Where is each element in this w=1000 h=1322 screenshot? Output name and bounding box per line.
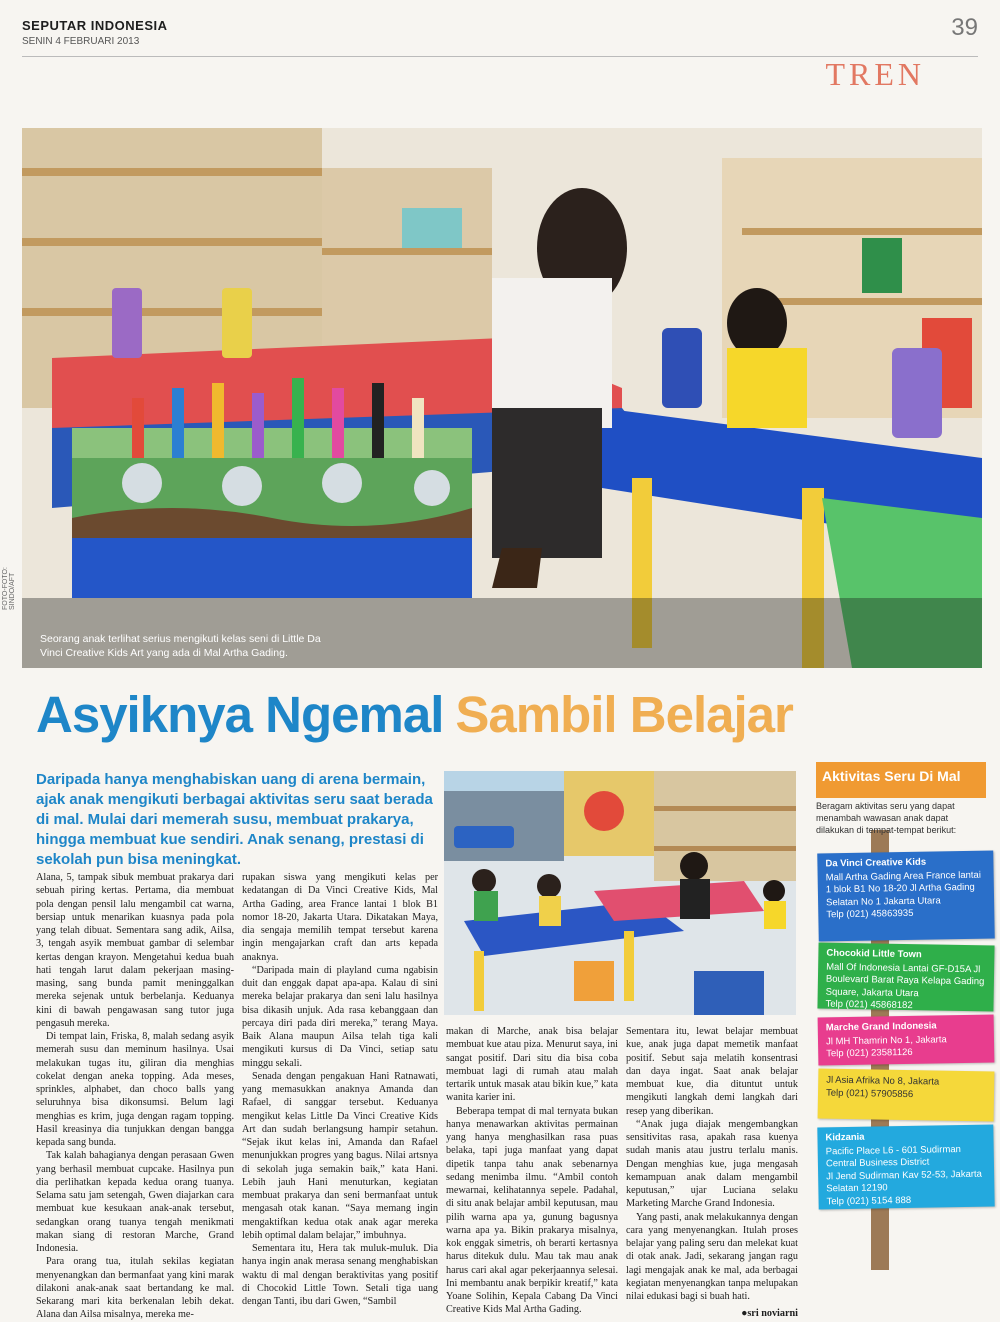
body-column-2 <box>242 871 438 1307</box>
paragraph: Beberapa tempat di mal ternyata bukan hanya menawarkan aktivitas permainan yang hanya menghasilkan rasa puas belaka, tapi juga manfaat yang dapat dipetik tanpa tahu anak sebenarnya sedang menimba ilmu. “Ambil contoh mewarnai, kelihatannya sepele. Padahal, di situ anak belajar ambil keputusan, mau pilih warna apa ya, gunung bagusnya warna apa ya. Bikin prakarya misalnya, kok enggak simetris, oh berarti kertasnya harus ditekuk dulu. Mau tak mau anak harus cari akal agar pekerjaannya selesai. Ini membantu anak berpikir kreatif,” kata Yoane Solihin, Kepala Cabang Da Vinci Creative Kids Mal Artha Gading. <box>446 1105 618 1316</box>
venue-phone: Telp (021) 5154 888 <box>826 1194 912 1207</box>
venue-address: Mall Of Indonesia Lantai GF-D15A Jl Boulevard Barat Raya Kelapa Gading Square, Jakarta Utara <box>825 961 985 999</box>
venue-phone: Telp (021) 45868182 <box>825 998 913 1012</box>
body-column-4 <box>626 1025 798 1320</box>
sidebar-intro: Beragam aktivitas seru yang dapat menambah wawasan anak dapat dilakukan di tempat-tempat berikut: <box>816 801 957 835</box>
venue-address: Jl Jend Sudirman Kav 52-53, Jakarta Selatan 12190 <box>826 1168 983 1195</box>
venue-sign <box>817 850 995 941</box>
venue-phone: Telp (021) 45863935 <box>826 907 914 921</box>
venue-sign <box>818 1068 995 1121</box>
main-photo <box>22 128 982 668</box>
paragraph: Para orang tua, itulah sekilas kegiatan menyenangkan dan bermanfaat yang kini marak dilakoni anak-anak saat bertandang ke mal. Sekarang mari kita berkenalan lebih dekat. Alana dan Ailsa misalnya, mereka me- <box>36 1256 234 1321</box>
venue-sign <box>817 942 994 1011</box>
sidebar-title: Aktivitas Seru Di Mal <box>816 762 986 798</box>
paragraph: rupakan siswa yang mengikuti kelas per kedatangan di Da Vinci Creative Kids, Mal Artha Gading, area France lantai 1 blok B1 nomor 18-20, Jakarta Utara. Dikatakan Maya, dia sengaja memilih tempat tersebut karena ingin mengajarkan craft dan arts kepada anaknya. <box>242 872 438 963</box>
paragraph: Di tempat lain, Friska, 8, malah sedang asyik memerah susu dan meminum hasilnya. Usai melakukan tugas itu, giliran dia menghias cokelat dengan aneka topping. Ada meses, sprinkles, alphabet, dan choco balls yang seluruhnya bisa dikonsumsi. Belum lagi menghias es krim, juga dengan ragam topping. Hasil kreasinya dia tunjukkan dengan bangga kepada sang bunda. <box>36 1031 234 1148</box>
lead-paragraph: Daripada hanya menghabiskan uang di arena bermain, ajak anak mengikuti berbagai aktivitas seru saat berada di mal. Mulai dari memerah susu, membuat prakarya, hingga membuat kue sendiri. Anak senang, prestasi di sekolah pun bisa meningkat. <box>36 771 433 868</box>
paragraph: makan di Marche, anak bisa belajar membuat kue atau piza. Menurut saya, ini sangat positif. Dari situ dia bisa coba membuat lagi di rumah atau malah tertarik untuk masak atau bikin kue,” kata wanita karier ini. <box>446 1026 618 1104</box>
headline-part-2: Sambil Belajar <box>455 686 793 743</box>
headline <box>36 685 793 744</box>
venue-name: Marche Grand Indonesia <box>825 1020 937 1034</box>
venue-address: Jl MH Thamrin No 1, Jakarta <box>825 1033 947 1047</box>
secondary-photo <box>444 771 796 1015</box>
paragraph: Senada dengan pengakuan Hani Ratnawati, yang memasukkan anaknya Amanda dan Rafael, di sanggar tersebut. Keduanya mengikut kelas Little Da Vinci Creative Kids Art dan sudah berlangsung hampir setahun. “Sejak ikut kelas ini, Amanda dan Rafael menunjukkan progres yang bagus. Nilai artsnya di sekolah juga semakin baik,” kata Hani. Lebih jauh Hani menuturkan, kegiatan membuat prakarya dan seni bermanfaat untuk mengasah otak kanan. “Saya memang ingin mengaktifkan kedua otak anak agar mereka lebih optimal dalam belajar,” imbuhnya. <box>242 1070 438 1241</box>
venue-name: Da Vinci Creative Kids <box>825 856 927 870</box>
venue-phone: Telp (021) 57905856 <box>825 1087 914 1100</box>
paragraph: Sementara itu, lewat belajar membuat kue, anak juga dapat memetik manfaat positif. Sebut saja melatih konsentrasi dan daya ingat. Saat anak belajar membuat kue, dia dituntut untuk mengikuti langkah demi langkah dari resep yang diberikan. <box>626 1026 798 1117</box>
paragraph: Alana, 5, tampak sibuk membuat prakarya dari sebuah piring kertas. Pertama, dia membuat pola dengan pensil lalu mengambil cat warna, bersiap untuk menarikan kuasnya pada pola yang telah dibuat. Sementara sang adik, Ailsa, 3, tengah asyik membuat gambar di selembar kertas dengan krayon. Mengetahui kedua buah hati tengah larut dalam pekerjaan masing-masing, sang bunda pamit meninggalkan mereka sejenak untuk berbelanja. Keduanya kini di bawah pengawasan sang tutor juga pengasuh mereka. <box>36 872 234 1029</box>
venue-phone: Telp (021) 23581126 <box>826 1046 913 1060</box>
body-column-1 <box>36 871 234 1321</box>
venue-name: Chocokid Little Town <box>826 947 922 961</box>
section-label: TREN <box>825 56 925 92</box>
venue-address: Jl Asia Afrika No 8, Jakarta <box>826 1074 940 1088</box>
venue-sign <box>817 1124 994 1209</box>
page-number: 39 <box>951 14 978 41</box>
paragraph: Yang pasti, anak melakukannya dengan cara yang menyenangkan. Itulah proses belajar yang paling seru dan melekat kuat di otak anak. Jadi, sekarang jangan ragu lagi mengajak anak ke mal, ada berbagai kegiatan menyenangkan tanpa melupakan nilai edukasi bagi si buah hati. <box>626 1211 798 1302</box>
issue-date: SENIN 4 FEBRUARI 2013 <box>22 36 140 47</box>
byline: ●sri noviarni <box>741 1308 798 1320</box>
photo-credit: FOTO-FOTO: SINDO/AFT <box>2 567 16 610</box>
body-column-3 <box>446 1025 618 1316</box>
newspaper-name: SEPUTAR INDONESIA <box>22 18 168 33</box>
paragraph: “Daripada main di playland cuma ngabisin duit dan enggak dapat apa-apa. Kalau di sini mereka belajar prakarya dan seni lalu hasilnya bisa dikasih unjuk. Ada rasa kebanggaan dan percaya diri pada diri mereka,” terang Maya. Baik Alana maupun Ailsa telah tiga kali mengikuti kursus di Da Vinci, setiap satu minggu sekali. <box>242 964 438 1069</box>
headline-part-1: Asyiknya Ngemal <box>36 686 444 743</box>
paragraph: Tak kalah bahagianya dengan perasaan Gwen yang berhasil membuat cupcake. Hasilnya pun dia perlihatkan kepada kedua orang tuanya. Selama satu jam setengah, Gwen diajarkan cara membuat kue kesukaan anak-anak tersebut, sedangkan orang tuanya tengah menikmati makan siang di restoran Marche, Grand Indonesia. <box>36 1150 234 1254</box>
paragraph: “Anak juga diajak mengembangkan sensitivitas rasa, apakah rasa kuenya sudah manis atau justru terlalu manis. Dengan menghias kue, juga mengasah kemampuan anak dalam mengambil keputusan,” ujar Luciana selaku Marketing Marche Grand Indonesia. <box>626 1118 798 1210</box>
paragraph: Sementara itu, Hera tak muluk-muluk. Dia hanya ingin anak merasa senang menghabiskan waktu di mal dengan beraktivitas yang positif di Chocokid Little Town. Setali tiga uang dengan Tanti, ibu dari Gwen, “Sambil <box>242 1243 438 1307</box>
venue-address: Mall Artha Gading Area France lantai 1 blok B1 No 18-20 Jl Artha Gading Selatan No 1 Jakarta Utara <box>825 869 982 908</box>
venue-sign <box>818 1014 995 1065</box>
venue-name: Kidzania <box>825 1131 865 1144</box>
venue-address: Pacific Place L6 - 601 Sudirman Central Business District <box>825 1143 961 1170</box>
main-photo-caption: Seorang anak terlihat serius mengikuti kelas seni di Little Da Vinci Creative Kids Art yang ada di Mal Artha Gading. <box>40 633 321 659</box>
